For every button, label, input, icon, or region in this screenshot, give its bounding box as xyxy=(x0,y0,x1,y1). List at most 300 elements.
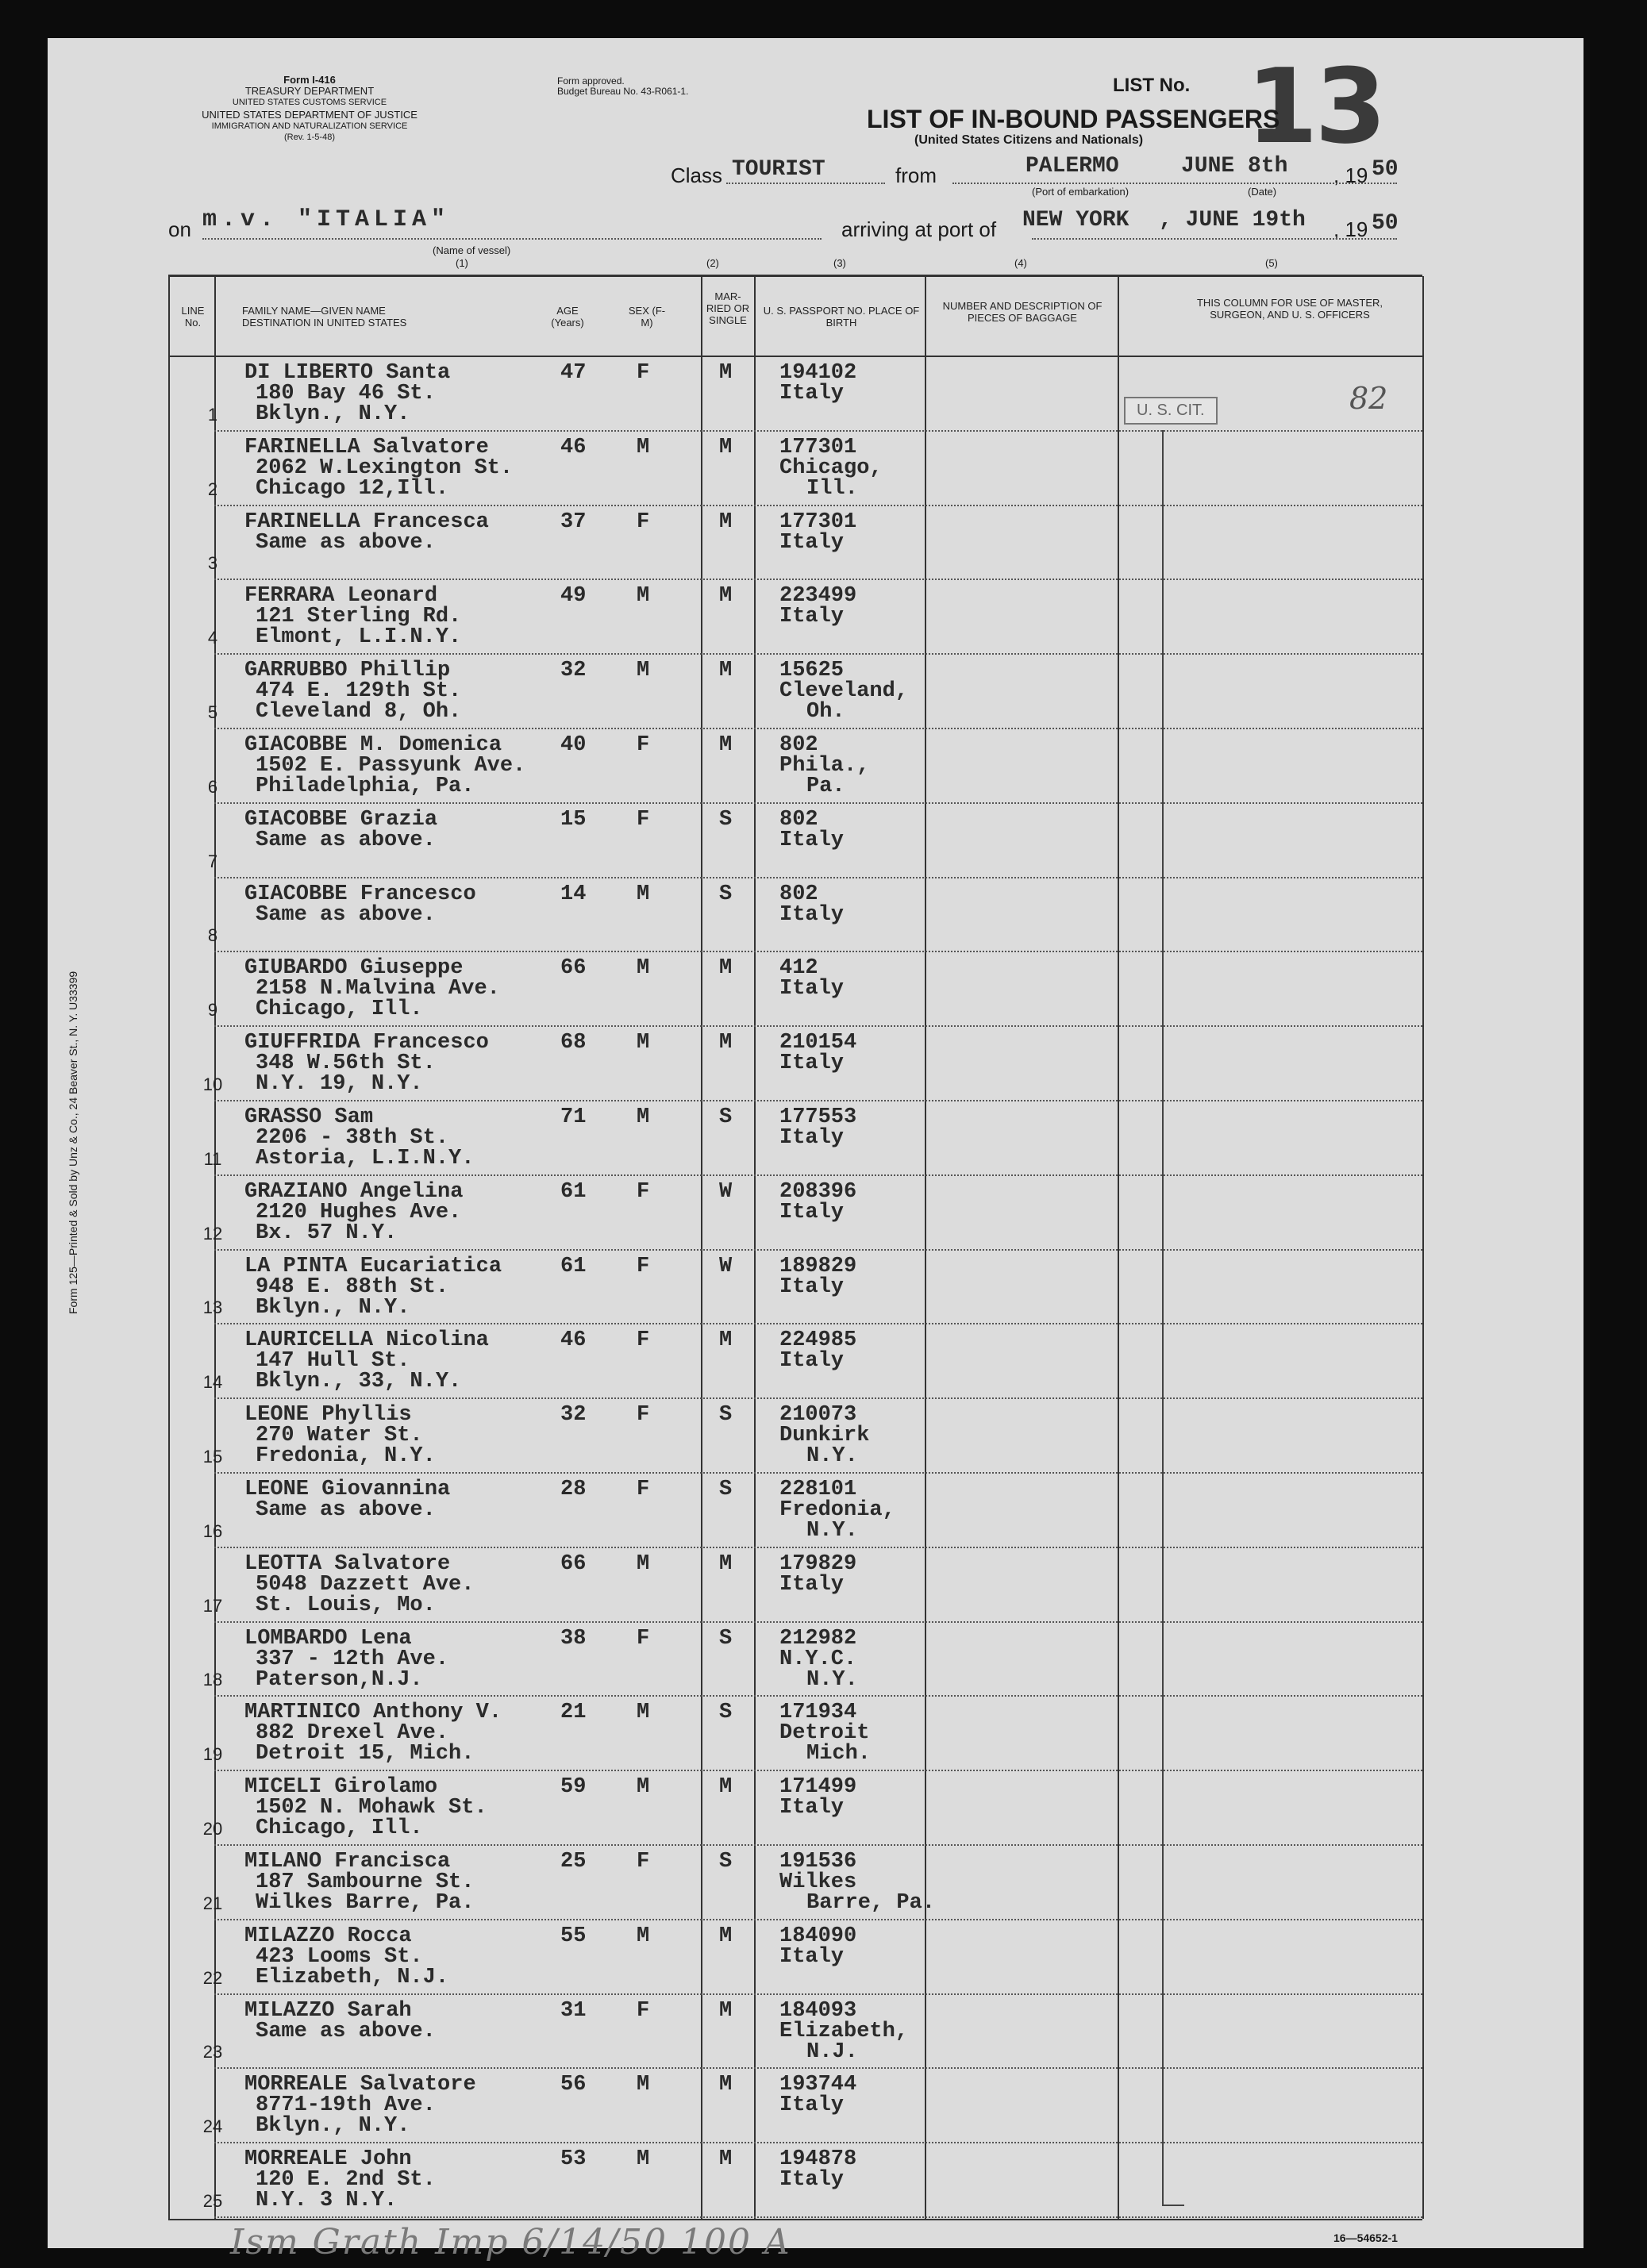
passenger-age: 66 xyxy=(560,1551,587,1576)
marital-status: M xyxy=(719,1328,733,1353)
customs-service: UNITED STATES CUSTOMS SERVICE xyxy=(232,98,387,107)
line-number: 20 xyxy=(202,1818,223,1839)
line-number: 15 xyxy=(202,1446,223,1467)
passenger-address-1: 348 W.56th St. xyxy=(256,1051,436,1076)
passenger-name: FARINELLA Salvatore xyxy=(244,435,489,459)
arrival-port: NEW YORK xyxy=(1022,208,1129,233)
col-number-5: (5) xyxy=(1265,257,1278,269)
header-married-single: MAR- RIED OR SINGLE xyxy=(706,290,750,326)
table-bottom-rule xyxy=(168,2219,1422,2220)
line-number: 12 xyxy=(202,1223,223,1244)
passenger-address-1: 474 E. 129th St. xyxy=(256,679,462,704)
birth-place-1: Italy xyxy=(779,382,845,406)
passenger-address-1: 5048 Dazzett Ave. xyxy=(256,1572,475,1597)
passenger-name: GIUFFRIDA Francesco xyxy=(244,1031,489,1055)
arrival-year-prefix: , 19 xyxy=(1333,217,1368,241)
passenger-address-2: Bx. 57 N.Y. xyxy=(256,1220,398,1245)
line-number: 7 xyxy=(207,851,218,871)
dotted-rule xyxy=(1032,238,1397,240)
marital-status: M xyxy=(719,509,733,534)
birth-place-1: Italy xyxy=(779,1796,845,1820)
passenger-address-2: Bklyn., N.Y. xyxy=(256,1295,410,1320)
passport-number: 177553 xyxy=(779,1105,857,1129)
inspector-signature: Ism Grath Imp 6/14/50 100 A xyxy=(230,2222,791,2262)
passenger-address-1: 2158 N.Malvina Ave. xyxy=(256,977,500,1001)
passport-number: 184093 xyxy=(779,1998,857,2023)
passenger-sex: M xyxy=(637,2147,650,2172)
passenger-age: 49 xyxy=(560,584,587,609)
birth-place-1: Italy xyxy=(779,902,845,927)
passenger-age: 28 xyxy=(560,1478,587,1501)
passport-number: 223499 xyxy=(779,584,857,609)
passenger-name: LEONE Phyllis xyxy=(244,1403,412,1428)
passenger-name: GARRUBBO Phillip xyxy=(244,659,451,683)
passenger-name: GIUBARDO Giuseppe xyxy=(244,956,464,981)
from-year-prefix: , 19 xyxy=(1333,163,1368,187)
birth-place-1: Italy xyxy=(779,1051,845,1076)
passenger-sex: M xyxy=(637,659,650,683)
arriving-label: arriving at port of xyxy=(841,217,997,241)
passenger-name: FARINELLA Francesca xyxy=(244,509,489,534)
form-title: LIST OF IN-BOUND PASSENGERS xyxy=(867,105,1280,133)
passenger-age: 61 xyxy=(560,1254,587,1278)
passenger-sex: F xyxy=(637,1998,650,2023)
table-row xyxy=(48,580,1584,655)
marital-status: M xyxy=(719,1924,733,1948)
passport-number: 194102 xyxy=(779,361,857,385)
passenger-sex: M xyxy=(637,1924,650,1948)
marital-status: M xyxy=(719,956,733,981)
approval-block xyxy=(557,76,688,97)
passenger-name: GIACOBBE Grazia xyxy=(244,807,438,832)
passenger-sex: F xyxy=(637,509,650,534)
bracket-line xyxy=(1162,430,1164,2206)
birth-place-1: Italy xyxy=(779,530,845,555)
birth-place-1: Italy xyxy=(779,605,845,629)
passenger-sex: M xyxy=(637,435,650,459)
passenger-address-1: Same as above. xyxy=(256,530,436,555)
passenger-name: LEOTTA Salvatore xyxy=(244,1551,451,1576)
marital-status: S xyxy=(719,1626,733,1651)
passenger-age: 71 xyxy=(560,1105,587,1129)
vessel-name: m.v. "ITALIA" xyxy=(202,206,451,233)
from-label: from xyxy=(895,163,937,187)
passenger-sex: F xyxy=(637,807,650,832)
line-number: 17 xyxy=(202,1595,223,1616)
row-rule xyxy=(214,2216,1422,2218)
printer-side-text: Form 125—Printed & Sold by Unz & Co., 24 Beaver St., N. Y. U33399 xyxy=(67,971,79,1314)
table-row xyxy=(48,1027,1584,1101)
marital-status: W xyxy=(719,1179,733,1204)
marital-status: M xyxy=(719,584,733,609)
table-row xyxy=(48,1251,1584,1325)
line-number: 18 xyxy=(202,1670,223,1690)
passenger-age: 66 xyxy=(560,956,587,981)
passenger-sex: F xyxy=(637,361,650,385)
passenger-sex: M xyxy=(637,1105,650,1129)
passenger-address-1: 120 E. 2nd St. xyxy=(256,2168,436,2193)
birth-place-2: Pa. xyxy=(806,775,845,798)
passenger-age: 32 xyxy=(560,659,587,683)
birth-place-1: Italy xyxy=(779,1274,845,1299)
line-number: 22 xyxy=(202,1967,223,1988)
table-row xyxy=(48,1920,1584,1995)
passenger-address-2: Elizabeth, N.J. xyxy=(256,1965,449,1989)
passenger-address-2: Fredonia, N.Y. xyxy=(256,1444,436,1469)
form-agency-block xyxy=(167,75,452,143)
birth-place-2: N.Y. xyxy=(806,1444,858,1469)
passenger-age: 53 xyxy=(560,2147,587,2172)
passenger-age: 61 xyxy=(560,1179,587,1204)
table-row xyxy=(48,1697,1584,1771)
marital-status: S xyxy=(719,1105,733,1129)
passenger-address-2: Astoria, L.I.N.Y. xyxy=(256,1147,475,1171)
passenger-name: LEONE Giovannina xyxy=(244,1478,451,1501)
table-row xyxy=(48,1771,1584,1846)
passenger-sex: F xyxy=(637,1478,650,1501)
from-date: JUNE 8th xyxy=(1181,154,1288,179)
passenger-sex: F xyxy=(637,1850,650,1874)
on-label: on xyxy=(168,217,191,241)
line-number: 9 xyxy=(207,1000,218,1021)
marital-status: S xyxy=(719,1701,733,1725)
passenger-address-1: 337 - 12th Ave. xyxy=(256,1647,449,1671)
table-row xyxy=(48,432,1584,506)
passport-number: 228101 xyxy=(779,1478,857,1501)
passenger-name: GIACOBBE Francesco xyxy=(244,882,476,906)
birth-place-2: Ill. xyxy=(806,476,858,501)
marital-status: M xyxy=(719,1551,733,1576)
class-label: Class xyxy=(671,163,723,187)
treasury-dept: TREASURY DEPARTMENT xyxy=(244,85,375,97)
table-row xyxy=(48,1623,1584,1697)
line-number: 10 xyxy=(202,1074,223,1094)
passenger-age: 46 xyxy=(560,1328,587,1353)
birth-place-1: Italy xyxy=(779,1349,845,1374)
col-number-3: (3) xyxy=(833,257,846,269)
passenger-name: FERRARA Leonard xyxy=(244,584,438,609)
passenger-address-1: 187 Sambourne St. xyxy=(256,1870,475,1894)
passenger-address-2: Wilkes Barre, Pa. xyxy=(256,1891,475,1915)
passenger-name: MORREALE John xyxy=(244,2147,412,2172)
passenger-address-1: Same as above. xyxy=(256,2019,436,2043)
passenger-name: LA PINTA Eucariatica xyxy=(244,1254,502,1278)
line-number: 3 xyxy=(207,553,218,574)
birth-place-1: Elizabeth, xyxy=(779,2019,909,2043)
col-number-1: (1) xyxy=(456,257,468,269)
form-number: Form I-416 xyxy=(283,74,336,86)
passenger-address-2: Paterson,N.J. xyxy=(256,1667,423,1692)
passport-number: 179829 xyxy=(779,1551,857,1576)
line-number: 21 xyxy=(202,1893,223,1913)
line-number: 1 xyxy=(207,404,218,425)
col-number-4: (4) xyxy=(1014,257,1027,269)
from-port: PALERMO xyxy=(1026,154,1119,179)
header-name-destination: FAMILY NAME—GIVEN NAME DESTINATION IN UNITED STATES xyxy=(242,305,407,329)
passenger-age: 25 xyxy=(560,1850,587,1874)
marital-status: M xyxy=(719,733,733,757)
marital-status: M xyxy=(719,361,733,385)
table-row xyxy=(48,952,1584,1027)
passport-number: 802 xyxy=(779,807,818,832)
header-baggage: NUMBER AND DESCRIPTION OF PIECES OF BAGGAGE xyxy=(942,300,1102,324)
arrival-year: 50 xyxy=(1372,211,1399,236)
table-row xyxy=(48,1101,1584,1176)
passenger-address-2: Chicago, Ill. xyxy=(256,1816,423,1841)
marital-status: S xyxy=(719,807,733,832)
passenger-sex: M xyxy=(637,584,650,609)
header-passport-birth: U. S. PASSPORT NO. PLACE OF BIRTH xyxy=(763,305,920,329)
passport-number: 191536 xyxy=(779,1850,857,1874)
passenger-age: 37 xyxy=(560,509,587,534)
passenger-name: MILAZZO Rocca xyxy=(244,1924,412,1948)
passenger-name: GRASSO Sam xyxy=(244,1105,374,1129)
passenger-sex: F xyxy=(637,1626,650,1651)
table-row xyxy=(48,506,1584,581)
passenger-name: MILAZZO Sarah xyxy=(244,1998,412,2023)
header-line-no: LINE No. xyxy=(181,305,205,329)
birth-place-2: N.Y. xyxy=(806,1519,858,1543)
passenger-address-1: Same as above. xyxy=(256,828,436,852)
passenger-address-1: 1502 E. Passyunk Ave. xyxy=(256,754,526,778)
col-number-2: (2) xyxy=(706,257,719,269)
passenger-address-2: Bklyn., N.Y. xyxy=(256,402,410,426)
passenger-sex: F xyxy=(637,1254,650,1278)
passport-number: 177301 xyxy=(779,435,857,459)
passenger-address-2: Philadelphia, Pa. xyxy=(256,775,475,798)
passenger-address-2: St. Louis, Mo. xyxy=(256,1593,436,1617)
list-no-label: LIST No. xyxy=(1113,75,1191,96)
passenger-sex: F xyxy=(637,733,650,757)
birth-place-1: Italy xyxy=(779,1944,845,1969)
revision: (Rev. 1-5-48) xyxy=(284,133,335,142)
passport-number: 194878 xyxy=(779,2147,857,2172)
birth-place-1: Fredonia, xyxy=(779,1498,895,1522)
passenger-address-2: Bklyn., N.Y. xyxy=(256,2114,410,2139)
line-number: 2 xyxy=(207,479,218,499)
passport-number: 171934 xyxy=(779,1701,857,1725)
passport-number: 212982 xyxy=(779,1626,857,1651)
header-age: AGE (Years) xyxy=(551,305,584,329)
passenger-sex: M xyxy=(637,956,650,981)
dotted-rule xyxy=(202,238,822,240)
class-value: TOURIST xyxy=(732,157,825,182)
marital-status: M xyxy=(719,1775,733,1800)
passenger-address-1: 180 Bay 46 St. xyxy=(256,382,436,406)
passport-number: 193744 xyxy=(779,2073,857,2097)
passenger-age: 55 xyxy=(560,1924,587,1948)
passenger-age: 31 xyxy=(560,1998,587,2023)
passenger-address-2: Elmont, L.I.N.Y. xyxy=(256,625,462,650)
header-sex: SEX (F-M) xyxy=(628,305,666,329)
table-row xyxy=(48,2143,1584,2218)
passenger-age: 40 xyxy=(560,733,587,757)
passenger-age: 56 xyxy=(560,2073,587,2097)
list-no-stamp: 13 xyxy=(1246,46,1383,167)
passenger-name: LOMBARDO Lena xyxy=(244,1626,412,1651)
passenger-name: GRAZIANO Angelina xyxy=(244,1179,464,1204)
passport-number: 412 xyxy=(779,956,818,981)
passenger-address-1: 270 Water St. xyxy=(256,1424,423,1448)
port-embark-caption: (Port of embarkation) xyxy=(1032,186,1129,198)
passenger-age: 59 xyxy=(560,1775,587,1800)
passport-number: 184090 xyxy=(779,1924,857,1948)
table-row xyxy=(48,878,1584,953)
line-number: 14 xyxy=(202,1372,223,1393)
passenger-address-1: Same as above. xyxy=(256,1498,436,1522)
marital-status: M xyxy=(719,1031,733,1055)
birth-place-1: N.Y.C. xyxy=(779,1647,857,1671)
table-row xyxy=(48,1995,1584,2070)
justice-dept: UNITED STATES DEPARTMENT OF JUSTICE xyxy=(202,109,418,121)
immigration-service: IMMIGRATION AND NATURALIZATION SERVICE xyxy=(211,121,408,131)
line-number: 11 xyxy=(203,1148,222,1169)
passenger-name: LAURICELLA Nicolina xyxy=(244,1328,489,1353)
passenger-address-1: 2062 W.Lexington St. xyxy=(256,456,514,480)
marital-status: S xyxy=(719,882,733,906)
passenger-address-1: 8771-19th Ave. xyxy=(256,2093,436,2118)
line-number: 5 xyxy=(207,702,218,722)
marital-status: W xyxy=(719,1254,733,1278)
dotted-rule xyxy=(952,183,1397,184)
passenger-address-2: Bklyn., 33, N.Y. xyxy=(256,1370,462,1394)
date-caption: (Date) xyxy=(1248,186,1277,198)
line-number: 6 xyxy=(207,776,218,797)
passenger-address-1: 2120 Hughes Ave. xyxy=(256,1200,462,1224)
birth-place-1: Wilkes xyxy=(779,1870,857,1894)
line-number: 23 xyxy=(202,2042,223,2062)
passenger-address-1: 882 Drexel Ave. xyxy=(256,1721,449,1746)
birth-place-1: Phila., xyxy=(779,754,870,778)
table-row xyxy=(48,1176,1584,1251)
passenger-age: 46 xyxy=(560,435,587,459)
marital-status: S xyxy=(719,1403,733,1428)
passenger-name: MARTINICO Anthony V. xyxy=(244,1701,502,1725)
passenger-age: 47 xyxy=(560,361,587,385)
passenger-name: GIACOBBE M. Domenica xyxy=(244,733,502,757)
table-top-rule xyxy=(168,275,1422,277)
passenger-count: 82 xyxy=(1349,381,1388,416)
passenger-sex: F xyxy=(637,1403,650,1428)
budget-bureau: Budget Bureau No. 43-R061-1. xyxy=(557,86,689,97)
passport-number: 189829 xyxy=(779,1254,857,1278)
line-number: 24 xyxy=(202,2116,223,2137)
passport-number: 210154 xyxy=(779,1031,857,1055)
passenger-address-2: N.Y. 19, N.Y. xyxy=(256,1072,423,1097)
line-number: 4 xyxy=(207,628,218,648)
birth-place-1: Italy xyxy=(779,2168,845,2193)
passenger-address-1: 948 E. 88th St. xyxy=(256,1274,449,1299)
passenger-address-2: Chicago, Ill. xyxy=(256,998,423,1022)
passenger-sex: M xyxy=(637,1551,650,1576)
line-number: 19 xyxy=(202,1744,223,1765)
marital-status: S xyxy=(719,1850,733,1874)
birth-place-1: Cleveland, xyxy=(779,679,909,704)
passenger-age: 21 xyxy=(560,1701,587,1725)
birth-place-2: Barre, Pa. xyxy=(806,1891,936,1915)
birth-place-1: Italy xyxy=(779,828,845,852)
form-approved: Form approved. xyxy=(557,75,625,86)
passport-number: 177301 xyxy=(779,509,857,534)
passport-number: 171499 xyxy=(779,1775,857,1800)
birth-place-1: Italy xyxy=(779,1200,845,1224)
passenger-address-2: Chicago 12,Ill. xyxy=(256,476,449,501)
passport-number: 224985 xyxy=(779,1328,857,1353)
passenger-address-2: N.Y. 3 N.Y. xyxy=(256,2189,398,2213)
passenger-address-2: Detroit 15, Mich. xyxy=(256,1742,475,1766)
passenger-address-1: 423 Looms St. xyxy=(256,1944,423,1969)
passport-number: 802 xyxy=(779,882,818,906)
passenger-name: MILANO Francisca xyxy=(244,1850,451,1874)
dotted-rule xyxy=(726,183,885,184)
form-subtitle: (United States Citizens and Nationals) xyxy=(914,133,1144,147)
passenger-address-1: 121 Sterling Rd. xyxy=(256,605,462,629)
table-row xyxy=(48,1399,1584,1474)
table-row xyxy=(48,729,1584,804)
passenger-address-1: 2206 - 38th St. xyxy=(256,1126,449,1150)
passenger-sex: M xyxy=(637,1775,650,1800)
passenger-sex: F xyxy=(637,1328,650,1353)
passenger-name: DI LIBERTO Santa xyxy=(244,361,451,385)
passenger-address-1: Same as above. xyxy=(256,902,436,927)
marital-status: M xyxy=(719,1998,733,2023)
passport-number: 208396 xyxy=(779,1179,857,1204)
passenger-address-1: 1502 N. Mohawk St. xyxy=(256,1796,487,1820)
birth-place-1: Dunkirk xyxy=(779,1424,870,1448)
line-number: 13 xyxy=(202,1297,223,1318)
birth-place-1: Chicago, xyxy=(779,456,883,480)
passenger-name: MICELI Girolamo xyxy=(244,1775,438,1800)
vessel-caption: (Name of vessel) xyxy=(433,244,511,256)
passenger-sex: M xyxy=(637,2073,650,2097)
table-row xyxy=(48,655,1584,729)
birth-place-1: Italy xyxy=(779,1126,845,1150)
passenger-sex: F xyxy=(637,1179,650,1204)
passenger-age: 15 xyxy=(560,807,587,832)
passenger-address-2: Cleveland 8, Oh. xyxy=(256,700,462,725)
birth-place-2: Oh. xyxy=(806,700,845,725)
table-row xyxy=(48,1846,1584,1920)
birth-place-2: N.J. xyxy=(806,2039,858,2064)
table-row xyxy=(48,1324,1584,1399)
arrival-date: , JUNE 19th xyxy=(1159,208,1306,233)
table-row xyxy=(48,2069,1584,2143)
passport-number: 802 xyxy=(779,733,818,757)
table-row xyxy=(48,1548,1584,1623)
marital-status: M xyxy=(719,659,733,683)
line-number: 16 xyxy=(202,1520,223,1541)
marital-status: S xyxy=(719,1478,733,1501)
passenger-age: 32 xyxy=(560,1403,587,1428)
birth-place-2: Mich. xyxy=(806,1742,872,1766)
footer-code: 16—54652-1 xyxy=(1333,2231,1398,2244)
marital-status: M xyxy=(719,435,733,459)
passenger-name: MORREALE Salvatore xyxy=(244,2073,476,2097)
bracket-end xyxy=(1162,2205,1184,2206)
table-row xyxy=(48,1474,1584,1548)
header-officers: THIS COLUMN FOR USE OF MASTER, SURGEON, AND U. S. OFFICERS xyxy=(1196,297,1383,321)
manifest-sheet xyxy=(48,38,1584,2262)
birth-place-1: Detroit xyxy=(779,1721,870,1746)
birth-place-2: N.Y. xyxy=(806,1667,858,1692)
passenger-address-1: 147 Hull St. xyxy=(256,1349,410,1374)
birth-place-1: Italy xyxy=(779,977,845,1001)
passenger-sex: M xyxy=(637,1031,650,1055)
birth-place-1: Italy xyxy=(779,1572,845,1597)
line-number: 8 xyxy=(207,925,218,946)
passenger-age: 14 xyxy=(560,882,587,906)
passenger-sex: M xyxy=(637,1701,650,1725)
